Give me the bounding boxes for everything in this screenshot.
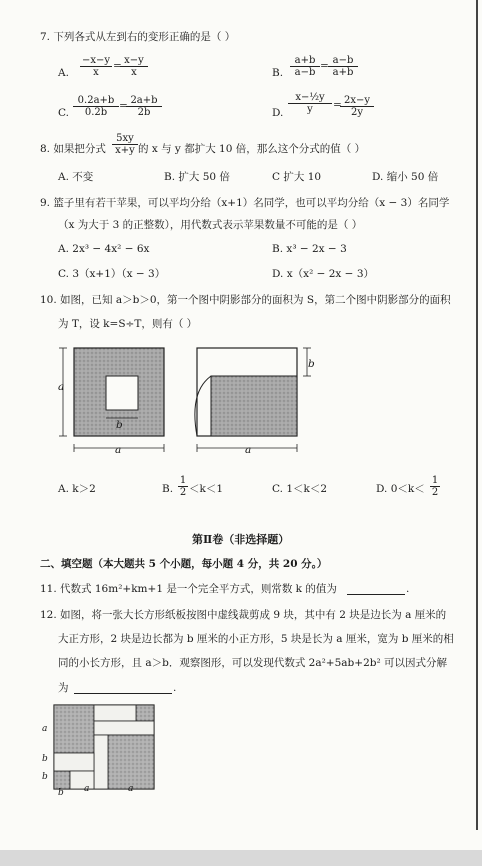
q7-option-d-label: D. (272, 107, 284, 119)
q12-label-a-left: a (42, 724, 48, 734)
q10-line1: 10. 如图，已知 a＞b＞0，第一个图中阴影部分的面积为 S，第二个图中阴影部分的面积 (40, 294, 451, 306)
q12-line1: 12. 如图，将一张大长方形纸板按图中虚线裁剪成 9 块，其中有 2 块是边长为 a 厘米的 (40, 609, 447, 621)
q7-c-eq: = (119, 100, 128, 112)
q10-label-b-right: b (308, 358, 315, 370)
q10-label-a-left: a (58, 381, 65, 393)
q10-option-b-fraction: $\frac{1}{2}$ (179, 475, 187, 498)
q9-option-a: A. 2x³ − 4x² − 6x (58, 243, 150, 255)
q9-option-d: D. x（x² − 2x − 3） (272, 268, 375, 280)
page-edge-line (476, 0, 478, 830)
q8-stem-post: 的 x 与 y 都扩大 10 倍，那么这个分式的值（ ） (138, 143, 366, 155)
q12-end: . (173, 682, 177, 694)
q10-option-c: C. 1＜k＜2 (272, 483, 328, 495)
q7-a-rhs-fraction: $\frac{x-y}{x}$ (120, 55, 148, 78)
q10-option-d-label: D. 0＜k＜ (376, 483, 425, 495)
q12-answer-blank[interactable] (74, 693, 172, 694)
q9-line1: 9. 篮子里有若干苹果，可以平均分给（x+1）名同学，也可以平均分给（x − 3）名同学 (40, 197, 450, 209)
q7-a-eq: = (113, 60, 122, 72)
q10-fig1-inner-square (106, 376, 138, 410)
q7-b-eq: = (320, 60, 329, 72)
q9-line2: （x 为大于 3 的正整数），用代数式表示苹果数量不可能的是（ ） (58, 219, 363, 231)
q10-option-d-fraction: $\frac{1}{2}$ (431, 475, 439, 498)
q9-option-b: B. x³ − 2x − 3 (272, 243, 347, 255)
q10-line2: 为 T，设 k=S÷T，则有（ ） (58, 318, 198, 330)
q10-label-a-bottom1: a (115, 444, 122, 456)
q8-option-b: B. 扩大 50 倍 (164, 171, 230, 183)
q7-d-lhs-fraction: $\frac{\text{x−½y}}{y}$ (288, 92, 332, 115)
q7-option-a-label: A. (58, 67, 69, 79)
q10-option-a: A. k＞2 (58, 483, 96, 495)
q12-line2: 大正方形，2 块是边长都为 b 厘米的小正方形，5 块是长为 a 厘米，宽为 b 厘米的相 (58, 633, 454, 645)
q8-option-c: C 扩大 10 (272, 171, 322, 183)
q12-label-b-left1: b (42, 754, 48, 764)
q7-d-rhs-fraction: $\frac{2x-y}{2y}$ (340, 95, 374, 118)
q12-label-a-bottom1: a (84, 784, 90, 794)
q7-c-rhs-fraction: $\frac{2a+b}{2b}$ (126, 95, 162, 118)
q12-big-square-2 (108, 735, 154, 789)
q12-line4: 为 (58, 682, 69, 694)
q7-stem: 7. 下列各式从左到右的变形正确的是（ ） (40, 31, 236, 43)
q7-option-c-label: C. (58, 107, 69, 119)
q12-big-square-1 (54, 705, 94, 753)
q12-label-b-bottom: b (58, 788, 64, 798)
q7-option-b-label: B. (272, 67, 284, 79)
q10-option-b-rest: ＜k＜1 (189, 483, 224, 495)
q10-option-b-label: B. (162, 483, 174, 495)
q9-option-c: C. 3（x+1）（x − 3） (58, 268, 166, 280)
q11-text: 11. 代数式 16m²+km+1 是一个完全平方式，则常数 k 的值为 (40, 583, 337, 595)
q8-option-d: D. 缩小 50 倍 (372, 171, 439, 183)
q8-stem-pre: 8. 如果把分式 (40, 143, 106, 155)
q7-d-eq: = (333, 99, 342, 111)
q10-fig2-shaded-rect (211, 376, 297, 436)
q7-c-lhs-fraction: $\frac{0.2a+b}{0.2b}$ (73, 95, 119, 118)
section2-title: 第Ⅱ卷（非选择题） (192, 533, 290, 546)
q12-small-square-1 (136, 705, 154, 721)
q11-answer-blank[interactable] (347, 594, 405, 595)
q7-b-lhs-fraction: $\frac{a+b}{a-b}$ (290, 55, 320, 78)
q10-label-a-bottom2: a (245, 444, 252, 456)
q12-line3: 同的小长方形，且 a＞b．观察图形，可以发现代数式 2a²+5ab+2b² 可以因式分解 (58, 657, 448, 669)
q12-label-b-left2: b (42, 772, 48, 782)
q12-label-a-bottom2: a (128, 784, 134, 794)
q10-label-b-inner: b (116, 419, 123, 431)
q7-a-lhs-fraction: $\frac{-x-y}{x}$ (81, 55, 111, 78)
q8-option-a: A. 不变 (58, 171, 94, 183)
q7-b-rhs-fraction: $\frac{a-b}{a+b}$ (328, 55, 358, 78)
q10-figure (55, 340, 315, 465)
q8-fraction: $\frac{5xy}{x+y}$ (112, 133, 138, 156)
q11-end: . (406, 583, 410, 595)
section2-heading: 二、填空题（本大题共 5 个小题，每小题 4 分，共 20 分。） (40, 558, 328, 570)
q12-figure (52, 703, 162, 793)
bottom-bar (0, 850, 482, 866)
